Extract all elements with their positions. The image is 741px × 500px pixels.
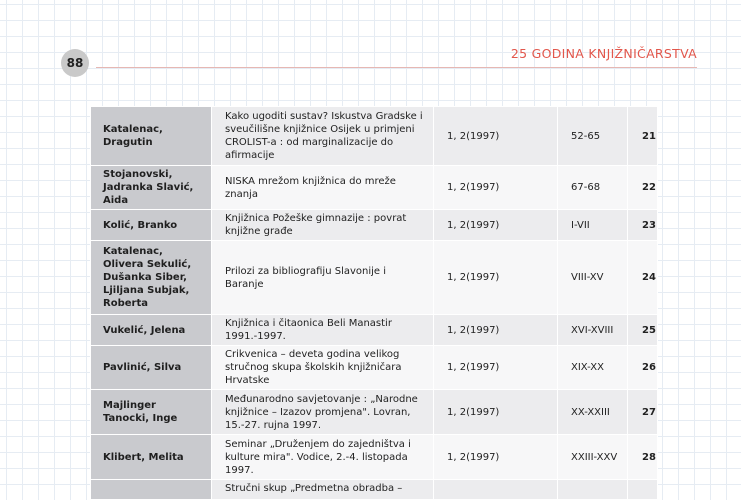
table-row [91,315,658,346]
issue-cell: 1, 2(1997) [434,241,558,315]
number-cell: 27 [628,390,658,435]
running-title: 25 GODINA KNJIŽNIČARSTVA [510,46,697,61]
number-cell: 25 [628,315,658,346]
table-row [91,390,658,435]
table-row [91,210,658,241]
number-cell: 21 [628,107,658,166]
issue-cell: 1, 2(1997) [434,346,558,390]
header-rule [96,67,697,68]
title-cell: Crikvenica – deveta godina velikog stručnog skupa školskih knjižničara Hrvatske [212,346,434,390]
title-cell: Kako ugoditi sustav? Iskustva Gradske i sveučilišne knjižnice Osijek u primjeni CROLIST-a : od marginalizacije do afirmacije [212,107,434,166]
issue-cell: 1, 2(1997) [434,390,558,435]
pages-cell: I-VII [558,210,628,241]
author-cell: Katalenac, Dragutin [91,107,212,166]
table-row [91,480,658,500]
table-row [91,346,658,390]
title-cell: Knjižnica i čitaonica Beli Manastir 1991.-1997. [212,315,434,346]
title-cell: Seminar „Druženjem do zajedništva i kulture mira". Vodice, 2.-4. listopada 1997. [212,435,434,480]
number-cell: 23 [628,210,658,241]
issue-cell: 1, 2(1997) [434,435,558,480]
pages-cell: 52-65 [558,107,628,166]
title-cell: Knjižnica Požeške gimnazije : povrat knjižne građe [212,210,434,241]
table-row [91,166,658,210]
issue-cell: 1, 2(1997) [434,210,558,241]
pages-cell: 67-68 [558,166,628,210]
table-row [91,241,658,315]
pages-cell: XIX-XX [558,346,628,390]
title-cell: NISKA mrežom knjižnica do mreže znanja [212,166,434,210]
author-cell: Pavlinić, Silva [91,346,212,390]
author-cell: Kolić, Branko [91,210,212,241]
author-cell [91,480,212,500]
page-number-badge: 88 [61,49,89,77]
author-cell: Majlinger Tanocki, Inge [91,390,212,435]
issue-cell [434,480,558,500]
pages-cell: XVI-XVIII [558,315,628,346]
pages-cell: VIII-XV [558,241,628,315]
number-cell: 22 [628,166,658,210]
number-cell [628,480,658,500]
pages-cell: XXIII-XXV [558,435,628,480]
issue-cell: 1, 2(1997) [434,166,558,210]
title-cell: Stručni skup „Predmetna obradba – [212,480,434,500]
table-row [91,435,658,480]
number-cell: 24 [628,241,658,315]
author-cell: Klibert, Melita [91,435,212,480]
number-cell: 26 [628,346,658,390]
issue-cell: 1, 2(1997) [434,315,558,346]
author-cell: Katalenac, Olivera Sekulić, Dušanka Siber, Ljiljana Subjak, Roberta [91,241,212,315]
author-cell: Stojanovski, Jadranka Slavić, Aida [91,166,212,210]
author-cell: Vukelić, Jelena [91,315,212,346]
pages-cell [558,480,628,500]
title-cell: Prilozi za bibliografiju Slavonije i Baranje [212,241,434,315]
number-cell: 28 [628,435,658,480]
pages-cell: XX-XXIII [558,390,628,435]
title-cell: Međunarodno savjetovanje : „Narodne knjižnice – Izazov promjena". Lovran, 15.-27. rujna 1997. [212,390,434,435]
table-row [91,107,658,166]
bibliography-table [90,106,658,500]
issue-cell: 1, 2(1997) [434,107,558,166]
